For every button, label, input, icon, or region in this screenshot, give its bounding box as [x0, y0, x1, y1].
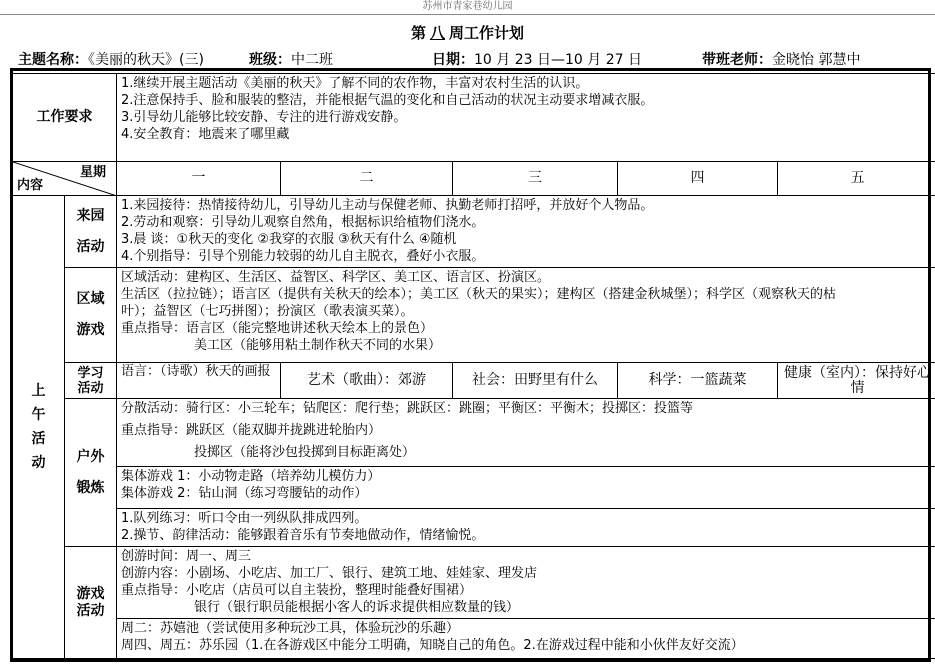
games-item: 周四、周五：苏乐园（1.在各游戏区中能分工明确，知晓自己的角色。2.在游戏过程中能和小伙伴友好交流）	[121, 638, 744, 653]
day-wednesday: 三	[453, 162, 618, 196]
games-creative-content	[117, 547, 935, 619]
teacher-label: 带班老师：	[702, 52, 772, 68]
outdoor-label: 户外 锻炼	[65, 399, 117, 547]
games-item: 创游时间：周一、周三	[121, 549, 252, 564]
area-item: 区域活动：建构区、生活区、益智区、科学区、美工区、语言区、扮演区。	[121, 270, 551, 285]
games-label: 游戏 活动	[65, 547, 117, 659]
requirement-item: 2.注意保持手、脸和服装的整洁，并能根据气温的变化和自己活动的状况主动要求增减衣服。	[121, 93, 654, 108]
study-friday	[778, 363, 935, 399]
arrival-item: 3.晨 谈：①秋天的变化 ②我穿的衣服 ③秋天有什么 ④随机	[121, 232, 457, 247]
area-item: 美工区（能够用粘土制作秋天不同的水果）	[194, 338, 442, 353]
theme-value: 《美丽的秋天》(三)	[88, 52, 204, 68]
games-row-2	[13, 619, 935, 659]
study-subject: 社会：田野里有什么	[472, 372, 598, 388]
area-games-label: 区域 游戏	[65, 268, 117, 363]
teacher-value: 金晓怡 郭慧中	[772, 52, 861, 68]
weekly-plan-table	[12, 73, 935, 659]
requirement-item: 3.引导幼儿能够比较安静、专注的进行游戏安静。	[121, 110, 407, 125]
requirements-content	[117, 74, 935, 162]
outdoor-item: 2.操节、韵律活动：能够跟着音乐有节奏地做动作，情绪愉悦。	[121, 528, 485, 543]
requirements-label: 工作要求	[13, 74, 117, 162]
area-games-content	[117, 268, 935, 363]
outdoor-row-3	[13, 509, 935, 547]
study-subject: 科学：一篮蔬菜	[648, 372, 747, 388]
page-header	[0, 0, 935, 15]
outdoor-row-1	[13, 399, 935, 467]
study-wednesday	[453, 363, 618, 399]
requirements-row	[13, 74, 935, 162]
title-prefix: 第	[410, 24, 426, 42]
arrival-item: 2.劳动和观察：引导幼儿观察自然角，根据标识给植物们浇水。	[121, 215, 485, 230]
outdoor-item: 投掷区（能将沙包投掷到目标距离处）	[194, 445, 416, 460]
requirement-item: 4.安全教育：地震来了哪里藏	[121, 127, 290, 142]
outdoor-scattered-content	[117, 399, 935, 467]
arrival-row	[13, 196, 935, 268]
date-value: 10 月 23 日—10 月 27 日	[474, 52, 642, 68]
study-subject: 语言：（诗歌）秋天的画报	[121, 364, 271, 379]
weekday-corner-label: 星期	[79, 165, 106, 180]
study-tuesday	[281, 363, 453, 399]
outdoor-item: 集体游戏 1：小动物走路（培养幼儿模仿力）	[121, 469, 381, 484]
day-header-row	[13, 162, 935, 196]
school-name: 苏州市青家巷幼儿园	[422, 1, 513, 12]
games-item: 重点指导：小吃店（店员可以自主装扮，整理时能叠好围裙）	[121, 583, 473, 598]
plan-meta	[6, 49, 931, 67]
arrival-item: 4.个别指导：引导个别能力较弱的幼儿自主脱衣，叠好小衣服。	[121, 249, 485, 264]
title-suffix: 周工作计划	[449, 24, 525, 42]
games-item: 创游内容：小剧场、小吃店、加工厂、银行、建筑工地、娃娃家、理发店	[121, 566, 538, 581]
day-friday: 五	[778, 162, 935, 196]
outdoor-group-games	[117, 467, 935, 509]
outdoor-item: 重点指导：跳跃区（能双脚并拢跳进轮胎内）	[121, 423, 382, 438]
day-tuesday: 二	[281, 162, 453, 196]
outdoor-drills	[117, 509, 935, 547]
outdoor-item: 1.队列练习：听口令由一列纵队排成四列。	[121, 511, 368, 526]
games-item: 银行（银行职员能根据小客人的诉求提供相应数量的钱）	[194, 600, 520, 615]
theme-label: 主题名称：	[18, 52, 88, 68]
day-monday: 一	[117, 162, 281, 196]
arrival-label: 来园 活动	[65, 196, 117, 268]
page-title	[0, 22, 935, 43]
morning-activities-label: 上 午 活 动	[13, 196, 65, 659]
study-monday	[117, 363, 281, 399]
area-item: 生活区（拉拉链）；语言区（提供有关秋天的绘本）；美工区（秋天的果实）；建构区（搭建金秋城堡）；科学区（观察秋天的枯	[121, 287, 837, 302]
study-thursday	[618, 363, 778, 399]
study-subject: 健康（室内）：保持好心情	[784, 364, 931, 396]
diagonal-header-cell	[13, 162, 117, 196]
study-row	[13, 363, 935, 399]
outdoor-item: 集体游戏 2：钻山洞（练习弯腰钻的动作）	[121, 486, 368, 501]
games-item: 周二：苏嬉池（尝试使用多种玩沙工具，体验玩沙的乐趣）	[121, 621, 460, 636]
class-value: 中二班	[291, 52, 333, 68]
area-games-row	[13, 268, 935, 363]
study-subject: 艺术（歌曲）：郊游	[307, 372, 426, 388]
outdoor-row-2	[13, 467, 935, 509]
requirement-item: 1.继续开展主题活动《美丽的秋天》了解不同的农作物，丰富对农村生活的认识。	[121, 76, 589, 91]
study-label: 学习 活动	[65, 363, 117, 399]
class-label: 班级：	[249, 52, 291, 68]
games-row-1	[13, 547, 935, 619]
games-sand-content	[117, 619, 935, 659]
area-item: 叶）；益智区（七巧拼图）；扮演区（歌表演买菜）。	[121, 304, 414, 319]
day-thursday: 四	[618, 162, 778, 196]
arrival-item: 1.来园接待：热情接待幼儿，引导幼儿主动与保健老师、执勤老师打招呼，并放好个人物品。	[121, 198, 654, 213]
content-corner-label: 内容	[17, 178, 44, 193]
area-item: 重点指导：语言区（能完整地讲述秋天绘本上的景色）	[121, 321, 434, 336]
outdoor-item: 分散活动：骑行区：小三轮车；钻爬区：爬行垫；跳跃区：跳圈；平衡区：平衡木；投掷区：投篮等	[121, 401, 694, 416]
title-week-number: 八	[429, 24, 445, 42]
arrival-content	[117, 196, 935, 268]
date-label: 日期：	[432, 52, 474, 68]
